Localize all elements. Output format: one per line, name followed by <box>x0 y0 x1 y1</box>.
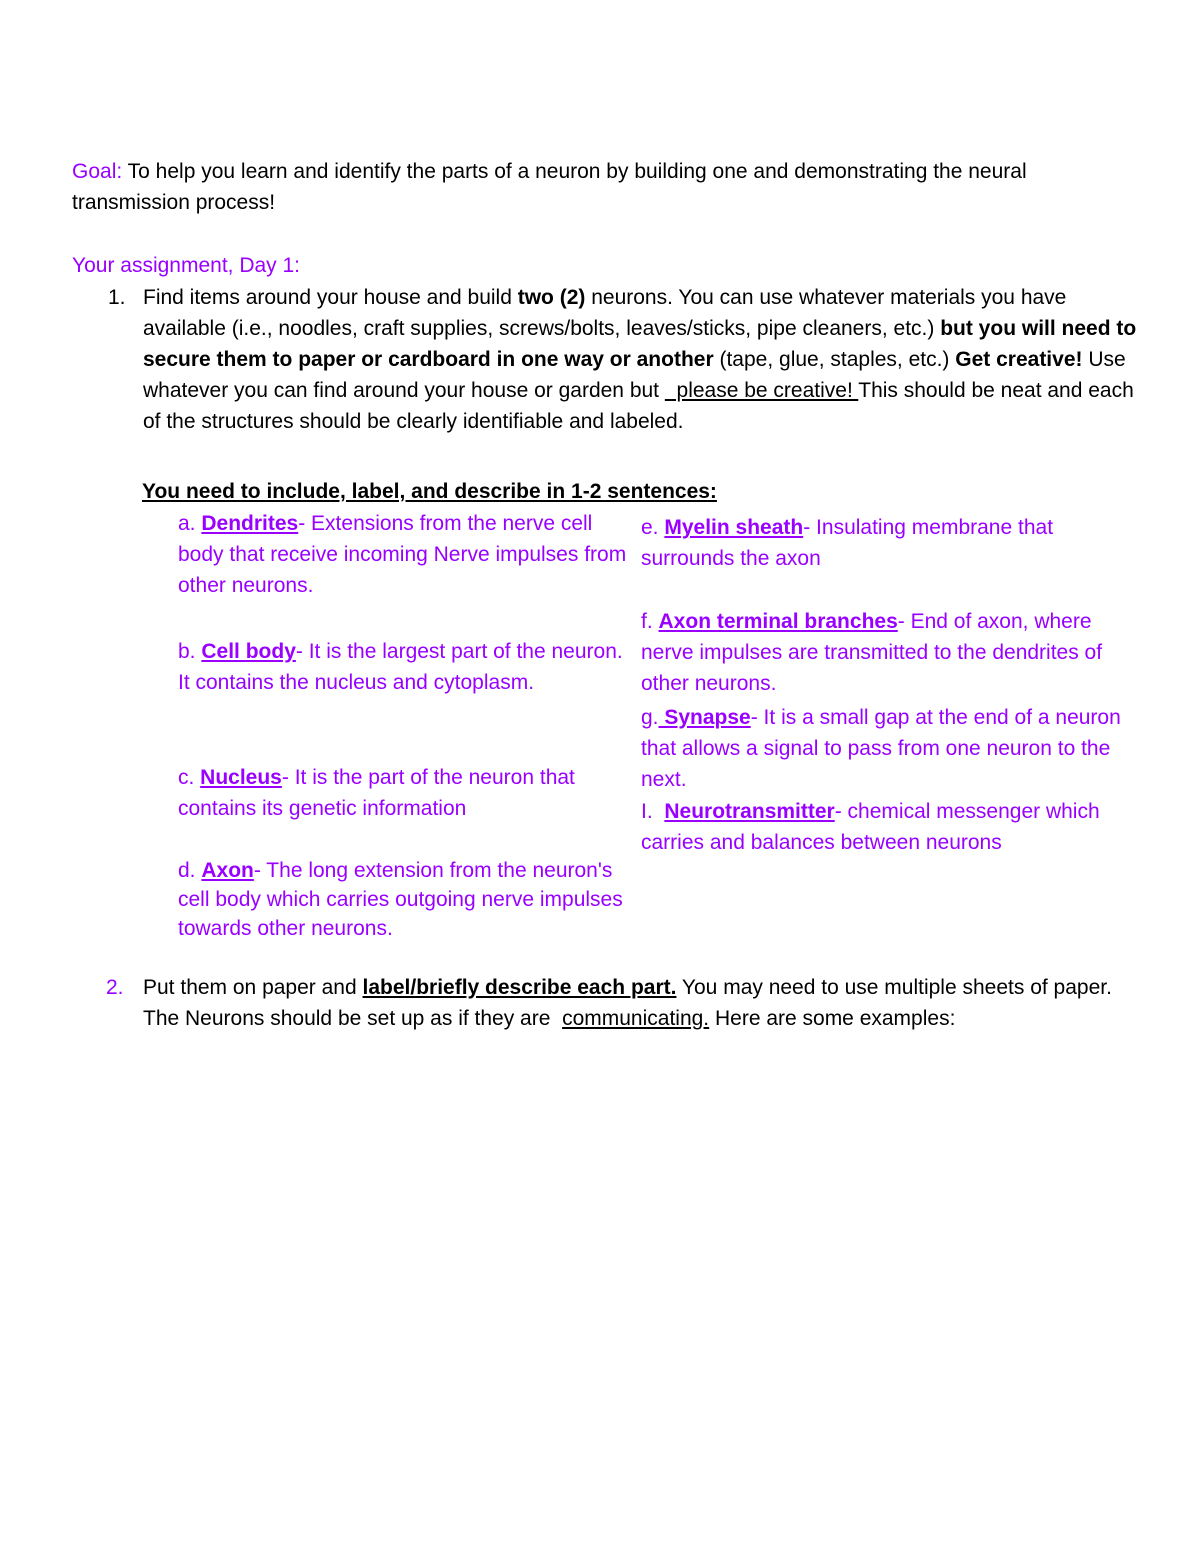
part-desc: - chemical messenger which carries and balances between neurons <box>641 800 1100 854</box>
part-entry-axon-terminal-branches <box>641 606 1121 699</box>
part-prefix: d. <box>178 859 202 882</box>
item-1-underlined-please: please be creative! <box>664 379 859 402</box>
part-term: Synapse <box>658 706 751 729</box>
part-entry-myelin-sheath <box>641 512 1121 574</box>
item-1-bold-two: two (2) <box>517 286 586 309</box>
goal-paragraph <box>72 156 1132 218</box>
part-desc: - Insulating membrane that surrounds the axon <box>641 516 1054 570</box>
part-entry-synapse <box>641 702 1121 795</box>
goal-label: Goal: <box>72 160 123 183</box>
item-1-bold-creative: Get creative! <box>955 348 1083 371</box>
assignment-heading: Your assignment, Day 1: <box>72 254 301 277</box>
part-prefix: I. <box>641 800 665 823</box>
part-entry-dendrites <box>178 508 628 601</box>
part-term: Dendrites <box>201 512 299 535</box>
item-1-text-b: neurons. You can use whatever materials you have available (i.e., noodles, craft supplies, screws/bolts, leaves/sticks, pipe cleaners, etc.) <box>143 286 1067 340</box>
part-desc: - Extensions from the nerve cell body that receive incoming Nerve impulses from other neurons. <box>178 512 627 597</box>
item-2-body <box>143 972 1133 1034</box>
part-term: Axon <box>201 859 254 882</box>
part-desc: - End of axon, where nerve impulses are transmitted to the dendrites of other neurons. <box>641 610 1103 695</box>
part-prefix: f. <box>641 610 659 633</box>
part-prefix: g. <box>641 706 659 729</box>
part-term: Nucleus <box>200 766 282 789</box>
part-prefix: e. <box>641 516 665 539</box>
item-2-bold-label: label/briefly describe each part. <box>362 976 677 999</box>
part-desc: - It is the part of the neuron that contains its genetic information <box>178 766 575 820</box>
part-term: Cell body <box>201 640 296 663</box>
include-heading: You need to include, label, and describe in 1-2 sentences: <box>142 480 717 503</box>
item-1-number: 1. <box>108 286 126 309</box>
item-2-text-c: Here are some examples: <box>709 1007 956 1030</box>
item-2-underlined-communicating: communicating. <box>562 1007 710 1030</box>
part-desc: - It is the largest part of the neuron. It contains the nucleus and cytoplasm. <box>178 640 623 694</box>
part-prefix: a. <box>178 512 202 535</box>
part-term: Myelin sheath <box>664 516 804 539</box>
part-desc: - It is a small gap at the end of a neuron that allows a signal to pass from one neuron to the next. <box>641 706 1121 791</box>
part-entry-neurotransmitter <box>641 796 1121 858</box>
part-term: Axon terminal branches <box>658 610 898 633</box>
item-2-text-b: You may need to use multiple sheets of paper. The Neurons should be set up as if they are <box>143 976 1124 1030</box>
item-1-text-c: (tape, glue, staples, etc.) <box>713 348 956 371</box>
part-entry-cell-body <box>178 636 628 698</box>
part-entry-axon <box>178 856 628 943</box>
item-2-text-a: Put them on paper and <box>143 976 363 999</box>
item-1-text-a: Find items around your house and build <box>143 286 518 309</box>
item-1-bold-secure: but you will need to secure them to paper or cardboard in one way or another <box>143 317 1137 371</box>
part-prefix: b. <box>178 640 202 663</box>
part-entry-nucleus <box>178 762 628 824</box>
item-1-text-d: Use whatever you can find around your house or garden but <box>143 348 1126 402</box>
part-prefix: c. <box>178 766 201 789</box>
item-1-body <box>143 282 1138 437</box>
part-term: Neurotransmitter <box>664 800 835 823</box>
goal-text: To help you learn and identify the parts of a neuron by building one and demonstrating the neural transmission process! <box>72 160 1027 214</box>
item-1-text-e: This should be neat and each of the structures should be clearly identifiable and labeled. <box>143 379 1134 433</box>
part-desc: - The long extension from the neuron's cell body which carries outgoing nerve impulses towards other neurons. <box>178 859 623 940</box>
item-2-number: 2. <box>106 976 124 999</box>
